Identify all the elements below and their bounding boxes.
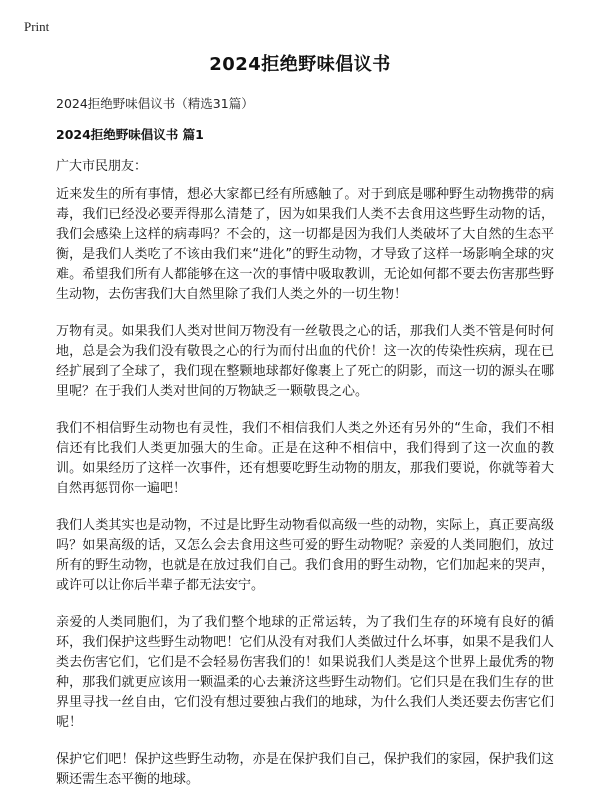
paragraph: 亲爱的人类同胞们，为了我们整个地球的正常运转，为了我们生存的环境有良好的循环，我们保护这些野生动物吧！它们从没有对我们人类做过什么坏事，如果不是我们人类去伤害它们，它们是不会轻易伤害我们的！如果说我们人类是这个世界上最优秀的物种，那我们就更应该用一颗温柔的心去兼济这些野生动物们。它们只是在我们生存的世界里寻找一丝自由，它们没有想过要独占我们的地球，为什么我们人类还要去伤害它们呢！ xyxy=(56,615,554,730)
paragraph: 近来发生的所有事情，想必大家都已经有所感触了。对于到底是哪种野生动物携带的病毒，我们已经没必要弄得那么清楚了，因为如果我们人类不去食用这些野生动物的话，我们会感染上这样的病毒吗？不会的，这一切都是因为我们人类破坏了大自然的生态平衡，是我们人类吃了不该由我们来“进化”的野生动物，才导致了这样一场影响全球的灾难。希望我们所有人都能够在这一次的事情中吸取教训，无论如何都不要去伤害那些野生动物，去伤害我们大自然里除了我们人类之外的一切生物！ xyxy=(56,187,554,302)
paragraph: 保护它们吧！保护这些野生动物，亦是在保护我们自己，保护我们的家园，保护我们这颗还需生态平衡的地球。 xyxy=(56,752,554,787)
section-heading: 2024拒绝野味倡议书 篇1 xyxy=(56,127,204,142)
paragraph: 我们人类其实也是动物，不过是比野生动物看似高级一些的动物，实际上，真正要高级吗？如果高级的话，又怎么会去食用这些可爱的野生动物呢？亲爱的人类同胞们，放过所有的野生动物，也就是在放过我们自己。我们食用的野生动物，它们加起来的哭声，或许可以让你后半辈子都无法安宁。 xyxy=(56,518,554,593)
body-text xyxy=(56,185,554,807)
greeting: 广大市民朋友： xyxy=(56,159,148,174)
paragraph: 我们不相信野生动物也有灵性，我们不相信我们人类之外还有另外的“生命，我们不相信还有比我们人类更加强大的生命。正是在这种不相信中，我们得到了这一次血的教训。如果经历了这样一次事件，还有想要吃野生动物的朋友，那我们要说，你就等着大自然再惩罚你一遍吧！ xyxy=(56,421,554,496)
subtitle: 2024拒绝野味倡议书（精选31篇） xyxy=(56,96,254,111)
paragraph: 万物有灵。如果我们人类对世间万物没有一丝敬畏之心的话，那我们人类不管是何时何地，总是会为我们没有敬畏之心的行为而付出血的代价！这一次的传染性疾病，现在已经扩展到了全球了，我们现在整颗地球都好像裹上了死亡的阴影，而这一切的源头在哪里呢？在于我们人类对世间的万物缺乏一颗敬畏之心。 xyxy=(56,324,554,399)
page-title: 2024拒绝野味倡议书 xyxy=(209,54,391,75)
print-link[interactable]: Print xyxy=(24,19,50,34)
